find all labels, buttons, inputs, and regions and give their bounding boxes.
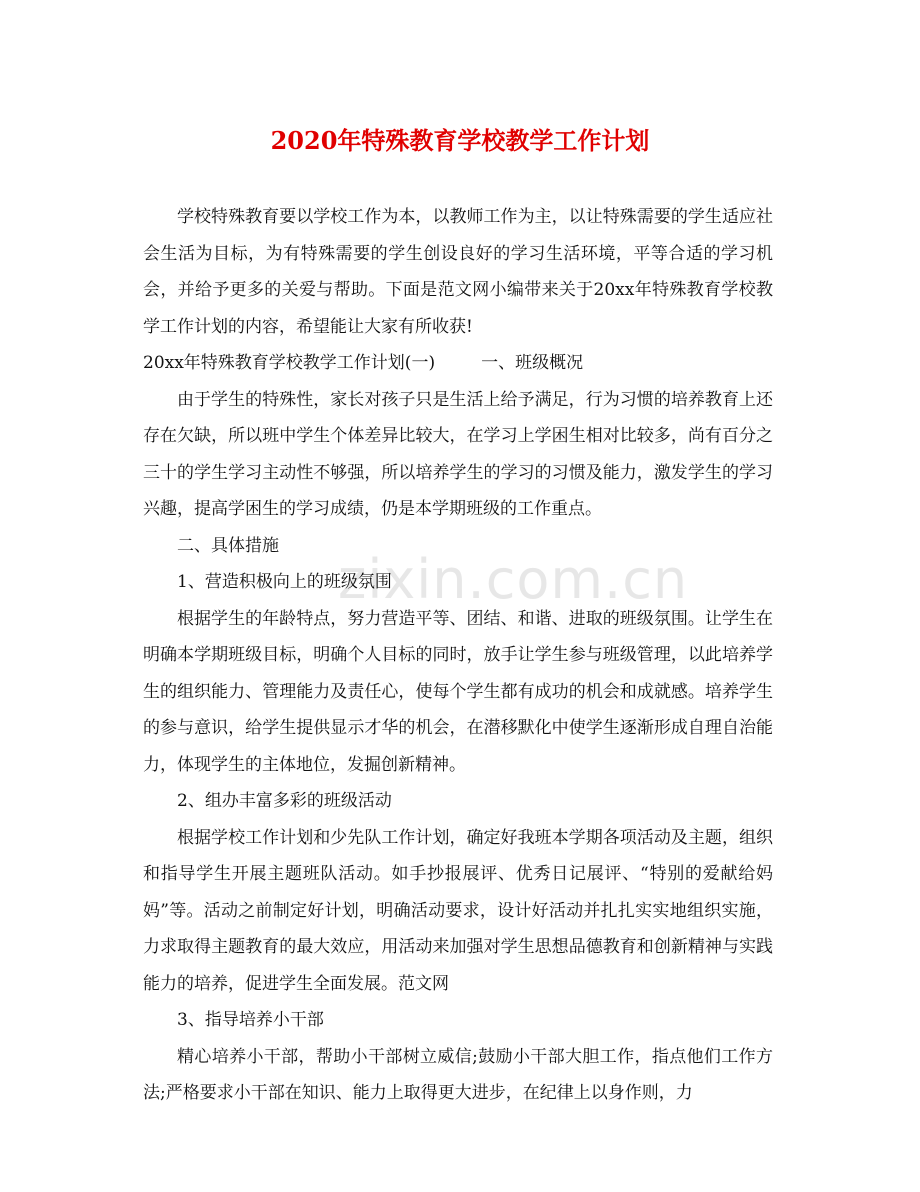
item2-paragraph: 根据学校工作计划和少先队工作计划，确定好我班本学期各项活动及主题，组织和指导学生开展主题班队活动。如手抄报展评、优秀日记展评、“特别的爱献给妈妈”等。活动之前制定好计划，明确活动要求，设计好活动并扎扎实实地组织实施，力求取得主题教育的最大效应，用活动来加强对学生思想品德教育和创新精神与实践能力的培养，促进学生全面发展。范文网: [143, 827, 773, 994]
intro-paragraph: 学校特殊教育要以学校工作为本，以教师工作为主，以让特殊需要的学生适应社会生活为目标，为有特殊需要的学生创设良好的学习生活环境，平等合适的学习机会，并给予更多的关爱与帮助。下面是范文网小编带来关于20xx年特殊教育学校教学工作计划的内容，希望能让大家有所收获!: [143, 207, 773, 337]
document-title: 2020年特殊教育学校教学工作计划: [270, 126, 650, 155]
item1-paragraph: 根据学生的年龄特点，努力营造平等、团结、和谐、进取的班级氛围。让学生在明确本学期班级目标，明确个人目标的同时，放手让学生参与班级管理，以此培养学生的组织能力、管理能力及责任心，使每个学生都有成功的机会和成就感。培养学生的参与意识，给学生提供显示才华的机会，在潜移默化中使学生逐渐形成自理自治能力，体现学生的主体地位，发掘创新精神。: [143, 608, 773, 775]
item3-paragraph: 精心培养小干部，帮助小干部树立威信;鼓励小干部大胆工作，指点他们工作方法;严格要求小干部在知识、能力上取得更大进步，在纪律上以身作则，力: [143, 1046, 773, 1103]
subtitle-line: [143, 345, 773, 382]
item2-heading: 2、组办丰富多彩的班级活动: [177, 791, 392, 811]
item3-heading: 3、指导培养小干部: [177, 1010, 324, 1030]
item1-heading: 1、营造积极向上的班级氛围: [177, 572, 392, 592]
document-body: [143, 199, 773, 1112]
section1-heading: 一、班级概况: [481, 353, 584, 373]
subtitle: 20xx年特殊教育学校教学工作计划(一): [143, 353, 436, 373]
section2-heading: 二、具体措施: [177, 535, 279, 556]
section1-paragraph: 由于学生的特殊性，家长对孩子只是生活上给予满足，行为习惯的培养教育上还存在欠缺，所以班中学生个体差异比较大，在学习上学困生相对比较多，尚有百分之三十的学生学习主动性不够强，所以培养学生的学习的习惯及能力，激发学生的学习兴趣，提高学困生的学习成绩，仍是本学期班级的工作重点。: [143, 389, 773, 519]
watermark: zixin.com.cn: [338, 548, 689, 611]
